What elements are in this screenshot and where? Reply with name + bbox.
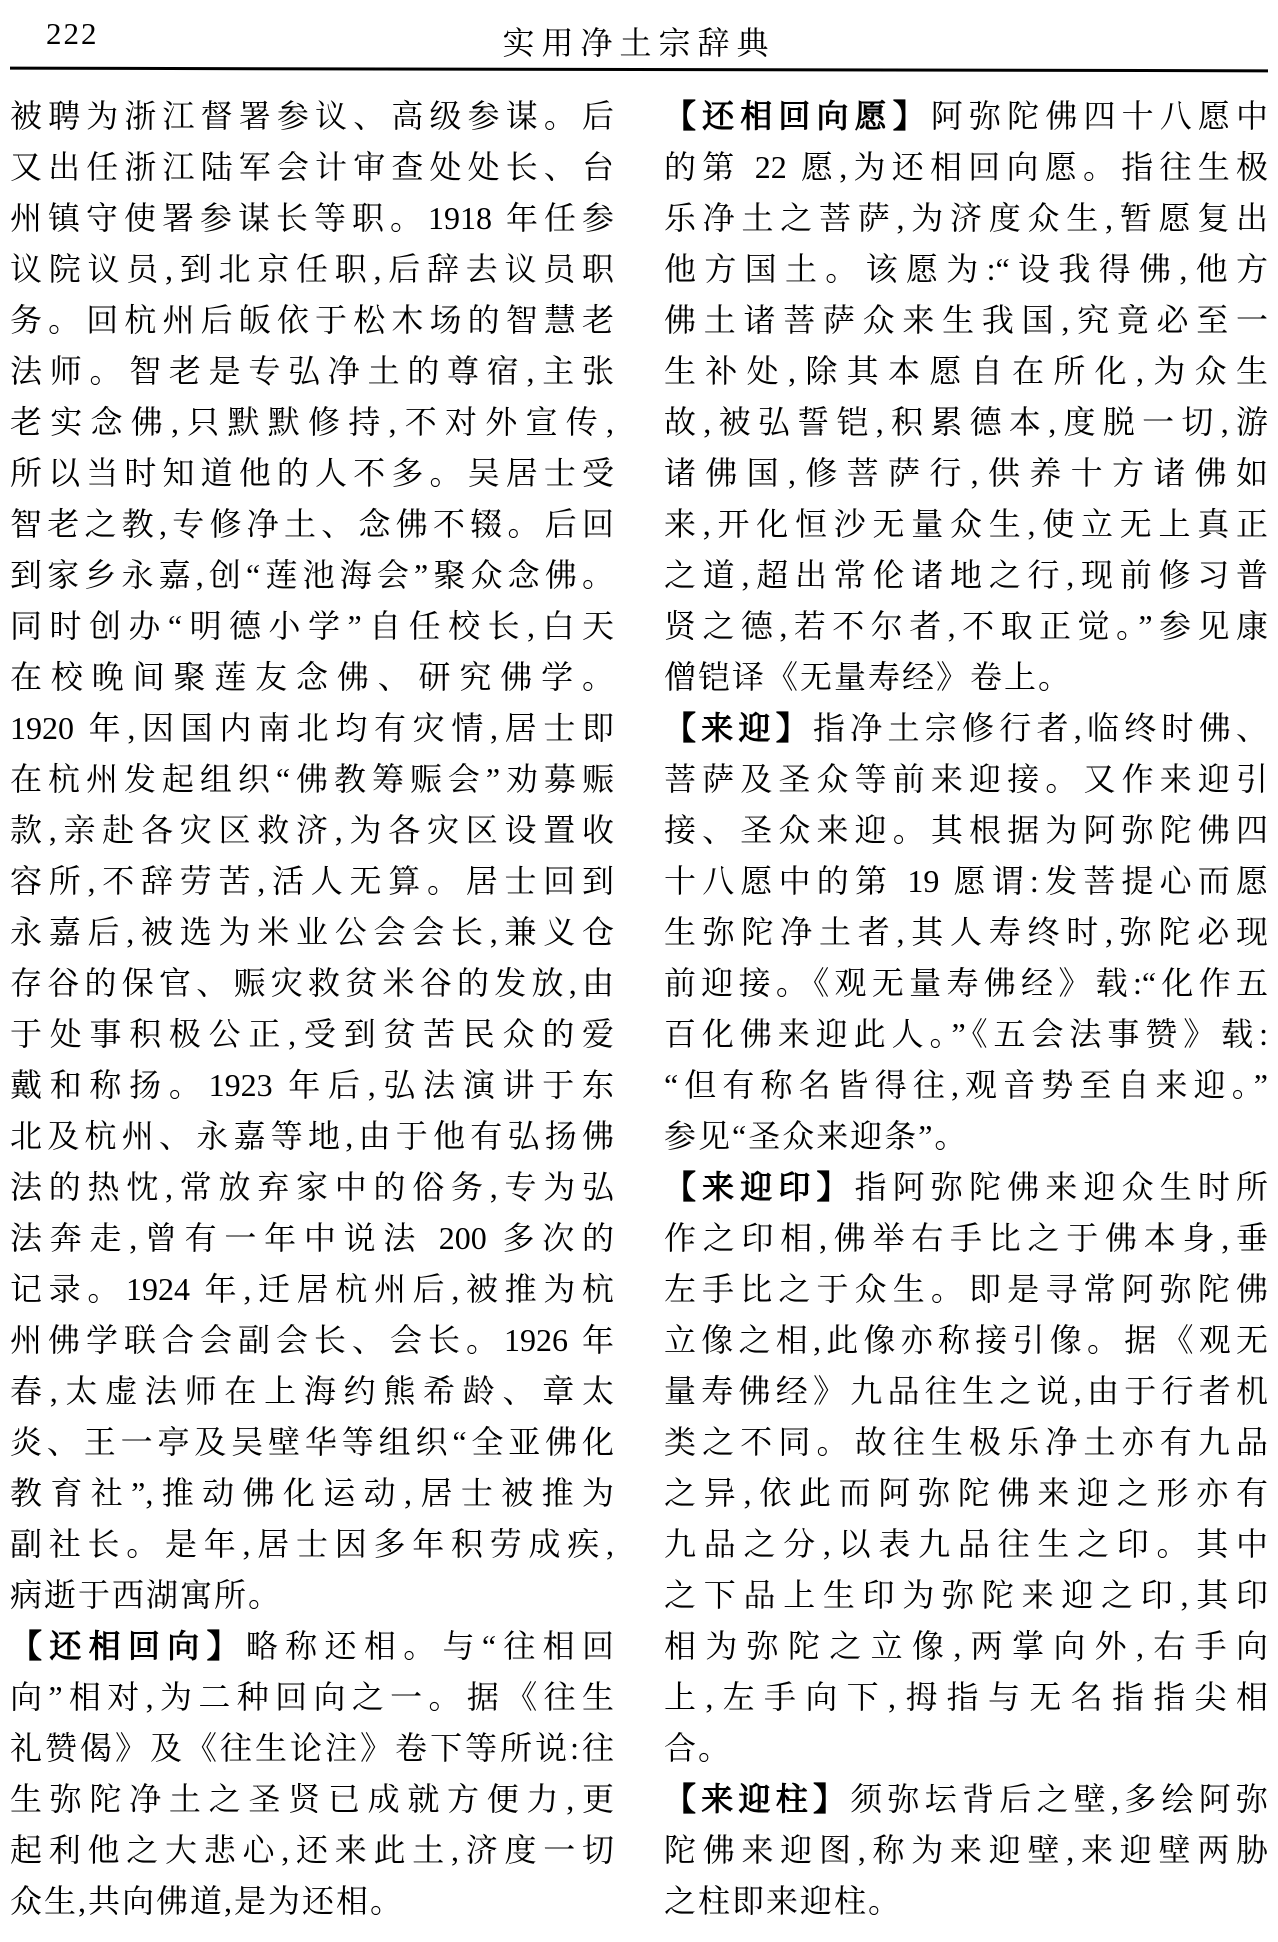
page-number: 222 — [46, 16, 99, 51]
text-line: 来,开化恒沙无量众生,使立无上真正 — [664, 506, 1268, 542]
text-line: 贤之德,若不尔者,不取正觉。”参见康 — [664, 608, 1268, 644]
text-line: 之柱即来迎柱。 — [664, 1883, 903, 1919]
text-line: 左手比之于众生。即是寻常阿弥陀佛 — [664, 1271, 1268, 1307]
text-line: 诸佛国,修菩萨行,供养十方诸佛如 — [664, 455, 1268, 491]
text-line: 法的热忱,常放弃家中的俗务,专为弘 — [10, 1169, 614, 1205]
left-column — [10, 91, 614, 1927]
text-line: 【来迎】指净土宗修行者,临终时佛、 — [664, 710, 1268, 746]
text-line: 立像之相,此像亦称接引像。据《观无 — [664, 1322, 1268, 1358]
text-line: 在杭州发起组织“佛教筹赈会”劝募赈 — [10, 761, 614, 797]
text-line: 记录。1924 年,迁居杭州后,被推为杭 — [10, 1271, 614, 1307]
entry-headword: 【来迎柱】 — [664, 1781, 851, 1817]
text-line: 生弥陀净土者,其人寿终时,弥陀必现 — [664, 914, 1268, 950]
text-line: 到家乡永嘉,创“莲池海会”聚众念佛。 — [10, 557, 614, 593]
text-line: 礼赞偈》及《往生论注》卷下等所说:往 — [10, 1730, 614, 1766]
text-line: 生弥陀净土之圣贤已成就方便力,更 — [10, 1781, 614, 1817]
text-line: 之道,超出常伦诸地之行,现前修习普 — [664, 557, 1268, 593]
text-line: 【还相回向愿】阿弥陀佛四十八愿中 — [664, 98, 1268, 134]
text-line: 于处事积极公正,受到贫苦民众的爱 — [10, 1016, 614, 1052]
text-line: 老实念佛,只默默修持,不对外宣传, — [10, 404, 614, 440]
text-line: 容所,不辞劳苦,活人无算。居士回到 — [10, 863, 614, 899]
text-line: 款,亲赴各灾区救济,为各灾区设置收 — [10, 812, 614, 848]
text-line: 参见“圣众来迎条”。 — [664, 1118, 969, 1154]
text-line: 合。 — [664, 1730, 733, 1766]
text-line: 副社长。是年,居士因多年积劳成疾, — [10, 1526, 614, 1562]
text-line: 类之不同。故往生极乐净土亦有九品 — [664, 1424, 1268, 1460]
text-line: 又出任浙江陆军会计审查处处长、台 — [10, 149, 614, 185]
text-line: 【来迎柱】须弥坛背后之壁,多绘阿弥 — [664, 1781, 1268, 1817]
text-line: 【还相回向】略称还相。与“往相回 — [10, 1628, 614, 1664]
text-line: 乐净土之菩萨,为济度众生,暂愿复出 — [664, 200, 1268, 236]
text-line: 佛土诸菩萨众来生我国,究竟必至一 — [664, 302, 1268, 338]
text-line: 被聘为浙江督署参议、高级参谋。后 — [10, 98, 614, 134]
text-line: 1920 年,因国内南北均有灾情,居士即 — [10, 710, 614, 746]
text-line: 僧铠译《无量寿经》卷上。 — [664, 659, 1073, 695]
text-line: 法奔走,曾有一年中说法 200 多次的 — [10, 1220, 614, 1256]
text-line: 生补处,除其本愿自在所化,为众生 — [664, 353, 1268, 389]
text-line: 【来迎印】指阿弥陀佛来迎众生时所 — [664, 1169, 1268, 1205]
text-line: 的第 22 愿,为还相回向愿。指往生极 — [664, 149, 1268, 185]
entry-headword: 【来迎】 — [664, 710, 813, 746]
entry-headword: 【来迎印】 — [664, 1169, 855, 1205]
text-line: 作之印相,佛举右手比之于佛本身,垂 — [664, 1220, 1268, 1256]
text-line: 永嘉后,被选为米业公会会长,兼义仓 — [10, 914, 614, 950]
text-line: 九品之分,以表九品往生之印。其中 — [664, 1526, 1268, 1562]
text-line: 之异,依此而阿弥陀佛来迎之形亦有 — [664, 1475, 1268, 1511]
text-line: 向”相对,为二种回向之一。据《往生 — [10, 1679, 614, 1715]
text-line: 法师。智老是专弘净土的尊宿,主张 — [10, 353, 614, 389]
text-line: 州镇守使署参谋长等职。1918 年任参 — [10, 200, 614, 236]
text-line: 十八愿中的第 19 愿谓:发菩提心而愿 — [664, 863, 1268, 899]
text-line: 州佛学联合会副会长、会长。1926 年 — [10, 1322, 614, 1358]
text-line: 教育社”,推动佛化运动,居士被推为 — [10, 1475, 614, 1511]
page-header — [10, 12, 1268, 60]
text-line: 所以当时知道他的人不多。吴居士受 — [10, 455, 614, 491]
text-line: 故,被弘誓铠,积累德本,度脱一切,游 — [664, 404, 1268, 440]
text-line: 病逝于西湖寓所。 — [10, 1577, 283, 1613]
text-line: 起利他之大悲心,还来此土,济度一切 — [10, 1832, 614, 1868]
text-columns — [10, 91, 1268, 1927]
text-line: 春,太虚法师在上海约熊希龄、章太 — [10, 1373, 614, 1409]
text-line: 量寿佛经》九品往生之说,由于行者机 — [664, 1373, 1268, 1409]
text-line: 陀佛来迎图,称为来迎壁,来迎壁两胁 — [664, 1832, 1268, 1868]
text-line: 上,左手向下,拇指与无名指指尖相 — [664, 1679, 1268, 1715]
text-line: 他方国土。该愿为:“设我得佛,他方 — [664, 251, 1268, 287]
text-line: 百化佛来迎此人。”《五会法事赞》载: — [664, 1016, 1268, 1052]
text-line: 同时创办“明德小学”自任校长,白天 — [10, 608, 614, 644]
text-line: 议院议员,到北京任职,后辞去议员职 — [10, 251, 614, 287]
entry-headword: 【还相回向】 — [10, 1628, 246, 1664]
text-line: 智老之教,专修净土、念佛不辍。后回 — [10, 506, 614, 542]
text-line: 炎、王一亭及吴壁华等组织“全亚佛化 — [10, 1424, 614, 1460]
text-line: 戴和称扬。1923 年后,弘法演讲于东 — [10, 1067, 614, 1103]
entry-headword: 【还相回向愿】 — [664, 98, 931, 134]
text-line: 菩萨及圣众等前来迎接。又作来迎引 — [664, 761, 1268, 797]
text-line: 北及杭州、永嘉等地,由于他有弘扬佛 — [10, 1118, 614, 1154]
text-line: “但有称名皆得往,观音势至自来迎。” — [664, 1067, 1268, 1103]
header-rule — [10, 67, 1268, 73]
text-line: 众生,共向佛道,是为还相。 — [10, 1883, 405, 1919]
text-line: 在校晚间聚莲友念佛、研究佛学。 — [10, 659, 614, 695]
text-line: 接、圣众来迎。其根据为阿弥陀佛四 — [664, 812, 1268, 848]
text-line: 之下品上生印为弥陀来迎之印,其印 — [664, 1577, 1268, 1613]
right-column — [664, 91, 1268, 1927]
text-line: 务。回杭州后皈依于松木场的智慧老 — [10, 302, 614, 338]
text-line: 存谷的保官、赈灾救贫米谷的发放,由 — [10, 965, 614, 1001]
page-title: 实用净土宗辞典 — [502, 25, 776, 61]
text-line: 前迎接。《观无量寿佛经》载:“化作五 — [664, 965, 1268, 1001]
text-line: 相为弥陀之立像,两掌向外,右手向 — [664, 1628, 1268, 1664]
